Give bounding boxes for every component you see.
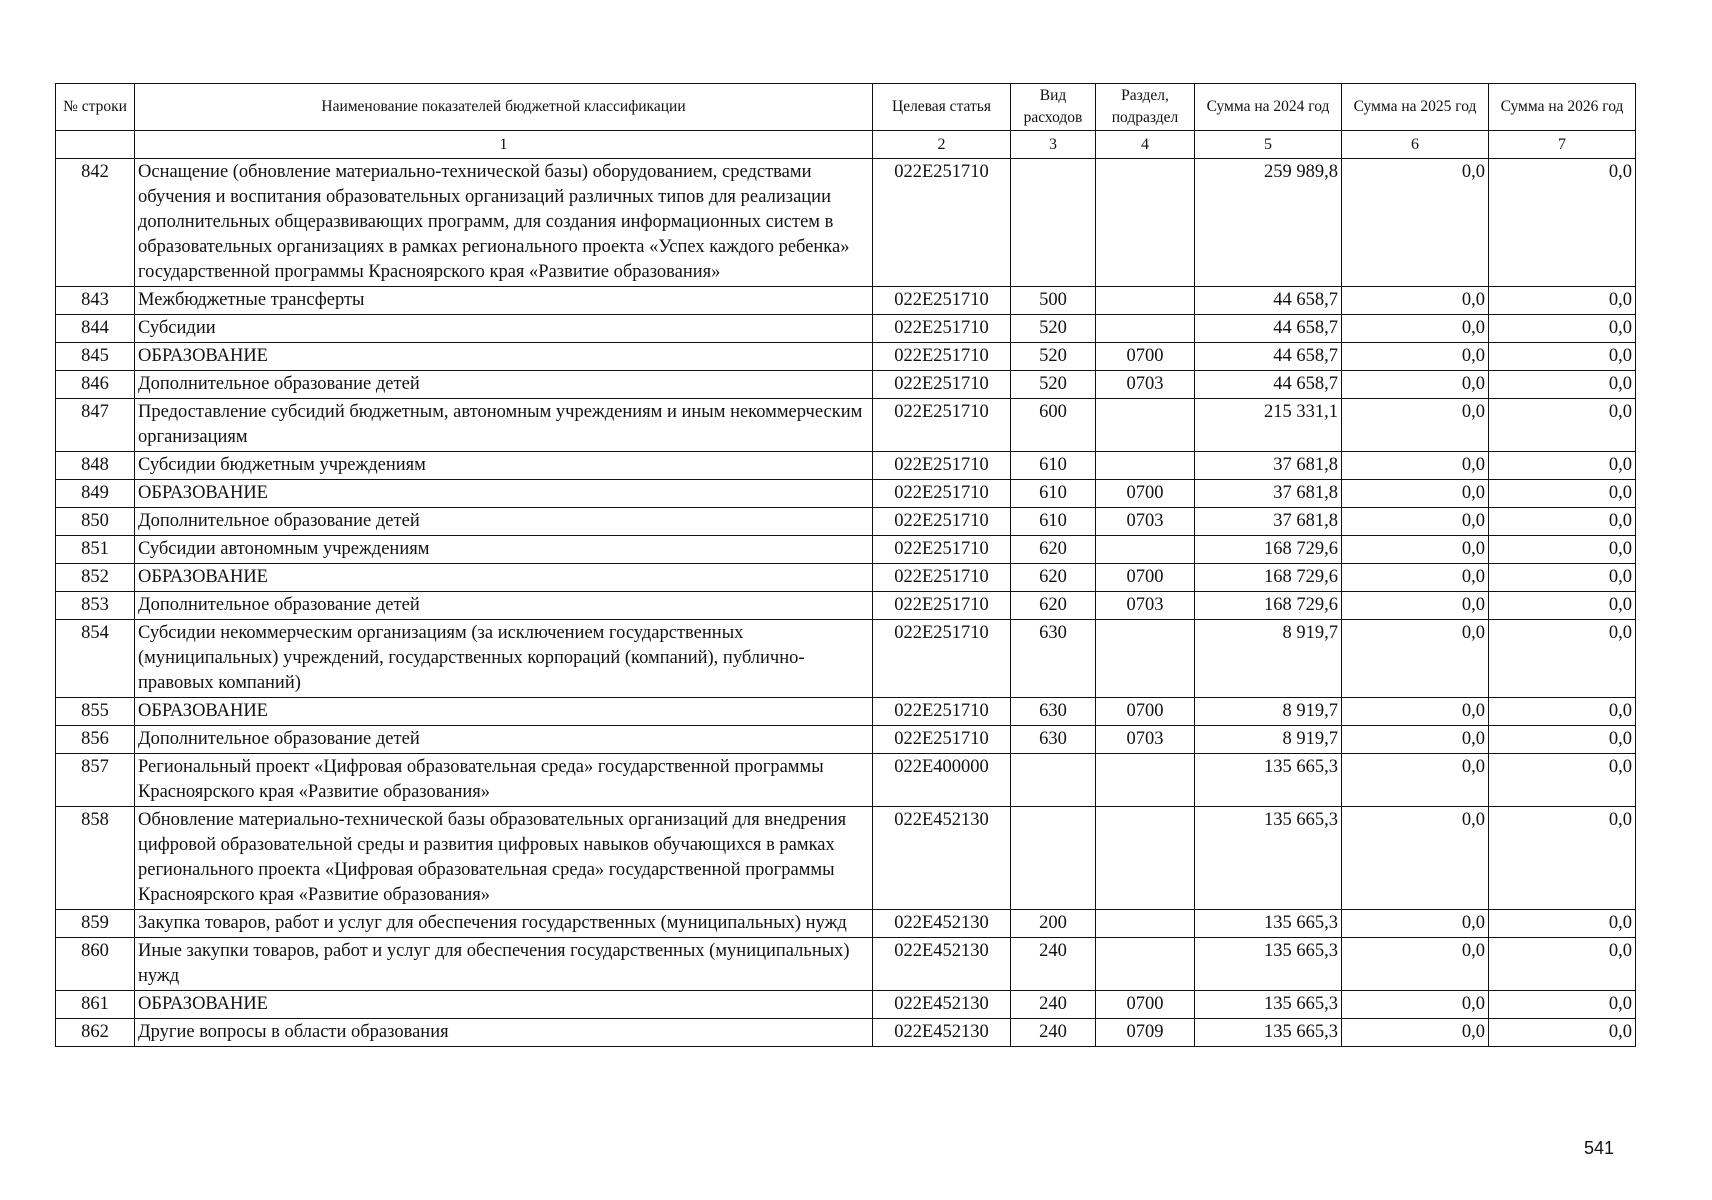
table-row <box>56 938 1636 991</box>
row-name: Предоставление субсидий бюджетным, автономным учреждениям и иным некоммерческим организациям <box>135 399 873 452</box>
row-target-code: 022E251710 <box>873 452 1011 480</box>
table-row <box>56 807 1636 910</box>
table-body <box>56 159 1636 1047</box>
row-target-code: 022E251710 <box>873 315 1011 343</box>
row-sum-2025: 0,0 <box>1342 564 1489 592</box>
row-target-code: 022E251710 <box>873 592 1011 620</box>
row-name: Дополнительное образование детей <box>135 726 873 754</box>
row-section <box>1096 754 1195 807</box>
row-expense-type: 620 <box>1011 536 1096 564</box>
row-sum-2024: 135 665,3 <box>1195 1019 1342 1047</box>
budget-table <box>55 83 1636 1047</box>
row-sum-2024: 8 919,7 <box>1195 698 1342 726</box>
row-expense-type: 630 <box>1011 620 1096 698</box>
table-row <box>56 726 1636 754</box>
row-number: 862 <box>56 1019 135 1047</box>
row-sum-2024: 44 658,7 <box>1195 287 1342 315</box>
row-section: 0700 <box>1096 480 1195 508</box>
row-sum-2026: 0,0 <box>1489 287 1636 315</box>
row-section <box>1096 287 1195 315</box>
row-expense-type: 500 <box>1011 287 1096 315</box>
row-sum-2025: 0,0 <box>1342 910 1489 938</box>
row-target-code: 022E251710 <box>873 159 1011 287</box>
table-row <box>56 399 1636 452</box>
table-row <box>56 480 1636 508</box>
row-number: 860 <box>56 938 135 991</box>
row-name: ОБРАЗОВАНИЕ <box>135 343 873 371</box>
row-expense-type: 520 <box>1011 371 1096 399</box>
row-sum-2025: 0,0 <box>1342 698 1489 726</box>
row-name: Субсидии некоммерческим организациям (за исключением государственных (муниципальных) учреждений, государственных корпораций (компаний), публично-правовых компаний) <box>135 620 873 698</box>
row-expense-type: 630 <box>1011 726 1096 754</box>
row-target-code: 022E251710 <box>873 698 1011 726</box>
row-number: 848 <box>56 452 135 480</box>
row-name: Межбюджетные трансферты <box>135 287 873 315</box>
column-number <box>56 131 135 159</box>
row-sum-2026: 0,0 <box>1489 726 1636 754</box>
row-sum-2025: 0,0 <box>1342 754 1489 807</box>
row-sum-2024: 8 919,7 <box>1195 620 1342 698</box>
row-sum-2026: 0,0 <box>1489 620 1636 698</box>
table-row <box>56 592 1636 620</box>
row-sum-2024: 168 729,6 <box>1195 564 1342 592</box>
row-sum-2026: 0,0 <box>1489 698 1636 726</box>
row-name: Закупка товаров, работ и услуг для обеспечения государственных (муниципальных) нужд <box>135 910 873 938</box>
row-name: Обновление материально-технической базы образовательных организаций для внедрения цифровой образовательной среды и развития цифровых навыков обучающихся в рамках регионального проекта «Цифровая образовательная среда» государственной программы Красноярского края «Развитие образования» <box>135 807 873 910</box>
row-expense-type: 520 <box>1011 315 1096 343</box>
table-row <box>56 620 1636 698</box>
row-sum-2025: 0,0 <box>1342 592 1489 620</box>
header-name: Наименование показателей бюджетной классификации <box>135 84 873 131</box>
row-name: ОБРАЗОВАНИЕ <box>135 698 873 726</box>
row-expense-type: 630 <box>1011 698 1096 726</box>
table-row <box>56 754 1636 807</box>
row-sum-2026: 0,0 <box>1489 938 1636 991</box>
row-expense-type: 240 <box>1011 1019 1096 1047</box>
row-sum-2025: 0,0 <box>1342 938 1489 991</box>
row-sum-2026: 0,0 <box>1489 371 1636 399</box>
row-sum-2024: 135 665,3 <box>1195 991 1342 1019</box>
row-name: ОБРАЗОВАНИЕ <box>135 480 873 508</box>
row-expense-type: 610 <box>1011 452 1096 480</box>
table-row <box>56 1019 1636 1047</box>
row-number: 846 <box>56 371 135 399</box>
row-section <box>1096 938 1195 991</box>
row-section: 0703 <box>1096 508 1195 536</box>
row-number: 851 <box>56 536 135 564</box>
table-row <box>56 343 1636 371</box>
row-target-code: 022E251710 <box>873 371 1011 399</box>
row-number: 859 <box>56 910 135 938</box>
header-sum-2024: Сумма на 2024 год <box>1195 84 1342 131</box>
row-number: 850 <box>56 508 135 536</box>
row-sum-2026: 0,0 <box>1489 991 1636 1019</box>
row-sum-2026: 0,0 <box>1489 536 1636 564</box>
row-number: 849 <box>56 480 135 508</box>
row-sum-2026: 0,0 <box>1489 508 1636 536</box>
row-number: 843 <box>56 287 135 315</box>
row-sum-2026: 0,0 <box>1489 807 1636 910</box>
header-sum-2025: Сумма на 2025 год <box>1342 84 1489 131</box>
row-sum-2024: 8 919,7 <box>1195 726 1342 754</box>
row-sum-2025: 0,0 <box>1342 159 1489 287</box>
row-sum-2025: 0,0 <box>1342 315 1489 343</box>
row-sum-2024: 135 665,3 <box>1195 938 1342 991</box>
row-sum-2026: 0,0 <box>1489 159 1636 287</box>
table-row <box>56 159 1636 287</box>
row-sum-2024: 215 331,1 <box>1195 399 1342 452</box>
row-sum-2025: 0,0 <box>1342 620 1489 698</box>
column-number: 1 <box>135 131 873 159</box>
column-number: 5 <box>1195 131 1342 159</box>
row-sum-2024: 135 665,3 <box>1195 910 1342 938</box>
table-row <box>56 991 1636 1019</box>
table-row <box>56 452 1636 480</box>
row-target-code: 022E251710 <box>873 508 1011 536</box>
table-row <box>56 698 1636 726</box>
row-section <box>1096 315 1195 343</box>
row-sum-2025: 0,0 <box>1342 536 1489 564</box>
row-section <box>1096 452 1195 480</box>
row-name: Оснащение (обновление материально-технической базы) оборудованием, средствами обучения и воспитания образовательных организаций различных типов для реализации дополнительных общеразвивающих программ, для создания информационных систем в образовательных организациях в рамках регионального проекта «Успех каждого ребенка» государственной программы Красноярского края «Развитие образования» <box>135 159 873 287</box>
row-expense-type: 600 <box>1011 399 1096 452</box>
row-target-code: 022E452130 <box>873 1019 1011 1047</box>
row-number: 847 <box>56 399 135 452</box>
row-sum-2024: 37 681,8 <box>1195 452 1342 480</box>
row-sum-2024: 168 729,6 <box>1195 592 1342 620</box>
column-number: 4 <box>1096 131 1195 159</box>
row-sum-2026: 0,0 <box>1489 564 1636 592</box>
row-name: Субсидии автономным учреждениям <box>135 536 873 564</box>
row-expense-type: 200 <box>1011 910 1096 938</box>
row-target-code: 022E251710 <box>873 620 1011 698</box>
row-sum-2026: 0,0 <box>1489 1019 1636 1047</box>
row-sum-2024: 259 989,8 <box>1195 159 1342 287</box>
header-row-no: № строки <box>56 84 135 131</box>
row-target-code: 022E452130 <box>873 938 1011 991</box>
row-target-code: 022E251710 <box>873 480 1011 508</box>
row-section: 0703 <box>1096 371 1195 399</box>
row-sum-2025: 0,0 <box>1342 1019 1489 1047</box>
table-row <box>56 287 1636 315</box>
page-number: 541 <box>1584 1138 1615 1158</box>
row-target-code: 022E452130 <box>873 910 1011 938</box>
row-section <box>1096 620 1195 698</box>
row-expense-type: 240 <box>1011 938 1096 991</box>
row-section: 0700 <box>1096 698 1195 726</box>
row-sum-2024: 44 658,7 <box>1195 371 1342 399</box>
row-target-code: 022E251710 <box>873 287 1011 315</box>
row-expense-type: 620 <box>1011 592 1096 620</box>
row-name: Субсидии бюджетным учреждениям <box>135 452 873 480</box>
row-target-code: 022E251710 <box>873 343 1011 371</box>
row-sum-2025: 0,0 <box>1342 343 1489 371</box>
row-name: ОБРАЗОВАНИЕ <box>135 991 873 1019</box>
row-target-code: 022E251710 <box>873 726 1011 754</box>
header-section: Раздел, подраздел <box>1096 84 1195 131</box>
table-row <box>56 564 1636 592</box>
header-sum-2026: Сумма на 2026 год <box>1489 84 1636 131</box>
row-expense-type: 240 <box>1011 991 1096 1019</box>
column-number: 2 <box>873 131 1011 159</box>
row-name: Региональный проект «Цифровая образовательная среда» государственной программы Красноярского края «Развитие образования» <box>135 754 873 807</box>
row-target-code: 022E251710 <box>873 536 1011 564</box>
row-sum-2026: 0,0 <box>1489 315 1636 343</box>
row-sum-2026: 0,0 <box>1489 399 1636 452</box>
row-number: 854 <box>56 620 135 698</box>
row-section: 0700 <box>1096 564 1195 592</box>
row-section <box>1096 399 1195 452</box>
row-sum-2024: 37 681,8 <box>1195 480 1342 508</box>
row-sum-2025: 0,0 <box>1342 726 1489 754</box>
row-expense-type <box>1011 754 1096 807</box>
row-expense-type: 610 <box>1011 508 1096 536</box>
row-section <box>1096 807 1195 910</box>
row-sum-2024: 135 665,3 <box>1195 754 1342 807</box>
row-sum-2026: 0,0 <box>1489 754 1636 807</box>
row-name: Другие вопросы в области образования <box>135 1019 873 1047</box>
row-sum-2026: 0,0 <box>1489 343 1636 371</box>
row-name: Иные закупки товаров, работ и услуг для обеспечения государственных (муниципальных) нужд <box>135 938 873 991</box>
row-sum-2024: 37 681,8 <box>1195 508 1342 536</box>
row-sum-2026: 0,0 <box>1489 592 1636 620</box>
row-sum-2025: 0,0 <box>1342 480 1489 508</box>
row-sum-2024: 44 658,7 <box>1195 343 1342 371</box>
row-sum-2025: 0,0 <box>1342 371 1489 399</box>
row-sum-2024: 168 729,6 <box>1195 536 1342 564</box>
row-section: 0703 <box>1096 726 1195 754</box>
row-section <box>1096 536 1195 564</box>
row-sum-2025: 0,0 <box>1342 807 1489 910</box>
row-number: 858 <box>56 807 135 910</box>
row-number: 855 <box>56 698 135 726</box>
table-row <box>56 536 1636 564</box>
row-name: ОБРАЗОВАНИЕ <box>135 564 873 592</box>
row-name: Дополнительное образование детей <box>135 371 873 399</box>
row-section <box>1096 159 1195 287</box>
row-target-code: 022E251710 <box>873 399 1011 452</box>
row-target-code: 022E251710 <box>873 564 1011 592</box>
row-target-code: 022E452130 <box>873 807 1011 910</box>
row-sum-2024: 135 665,3 <box>1195 807 1342 910</box>
header-expense-type: Вид расходов <box>1011 84 1096 131</box>
row-target-code: 022E452130 <box>873 991 1011 1019</box>
table-header-row <box>56 84 1636 131</box>
row-number: 853 <box>56 592 135 620</box>
row-sum-2026: 0,0 <box>1489 480 1636 508</box>
header-target: Целевая статья <box>873 84 1011 131</box>
table-row <box>56 315 1636 343</box>
column-number-row <box>56 131 1636 159</box>
row-section: 0709 <box>1096 1019 1195 1047</box>
column-number: 3 <box>1011 131 1096 159</box>
column-number: 7 <box>1489 131 1636 159</box>
row-name: Дополнительное образование детей <box>135 508 873 536</box>
row-sum-2025: 0,0 <box>1342 991 1489 1019</box>
row-sum-2025: 0,0 <box>1342 508 1489 536</box>
row-expense-type: 620 <box>1011 564 1096 592</box>
row-sum-2024: 44 658,7 <box>1195 315 1342 343</box>
row-name: Дополнительное образование детей <box>135 592 873 620</box>
table-row <box>56 508 1636 536</box>
row-number: 857 <box>56 754 135 807</box>
row-number: 856 <box>56 726 135 754</box>
table-row <box>56 910 1636 938</box>
row-section: 0700 <box>1096 343 1195 371</box>
column-number: 6 <box>1342 131 1489 159</box>
row-sum-2026: 0,0 <box>1489 910 1636 938</box>
row-number: 861 <box>56 991 135 1019</box>
row-number: 852 <box>56 564 135 592</box>
row-sum-2026: 0,0 <box>1489 452 1636 480</box>
row-expense-type: 520 <box>1011 343 1096 371</box>
row-section: 0700 <box>1096 991 1195 1019</box>
row-number: 845 <box>56 343 135 371</box>
row-sum-2025: 0,0 <box>1342 287 1489 315</box>
row-number: 844 <box>56 315 135 343</box>
row-section: 0703 <box>1096 592 1195 620</box>
table-row <box>56 371 1636 399</box>
row-expense-type <box>1011 807 1096 910</box>
row-name: Субсидии <box>135 315 873 343</box>
row-target-code: 022E400000 <box>873 754 1011 807</box>
row-number: 842 <box>56 159 135 287</box>
row-section <box>1096 910 1195 938</box>
row-sum-2025: 0,0 <box>1342 452 1489 480</box>
row-expense-type <box>1011 159 1096 287</box>
row-sum-2025: 0,0 <box>1342 399 1489 452</box>
row-expense-type: 610 <box>1011 480 1096 508</box>
